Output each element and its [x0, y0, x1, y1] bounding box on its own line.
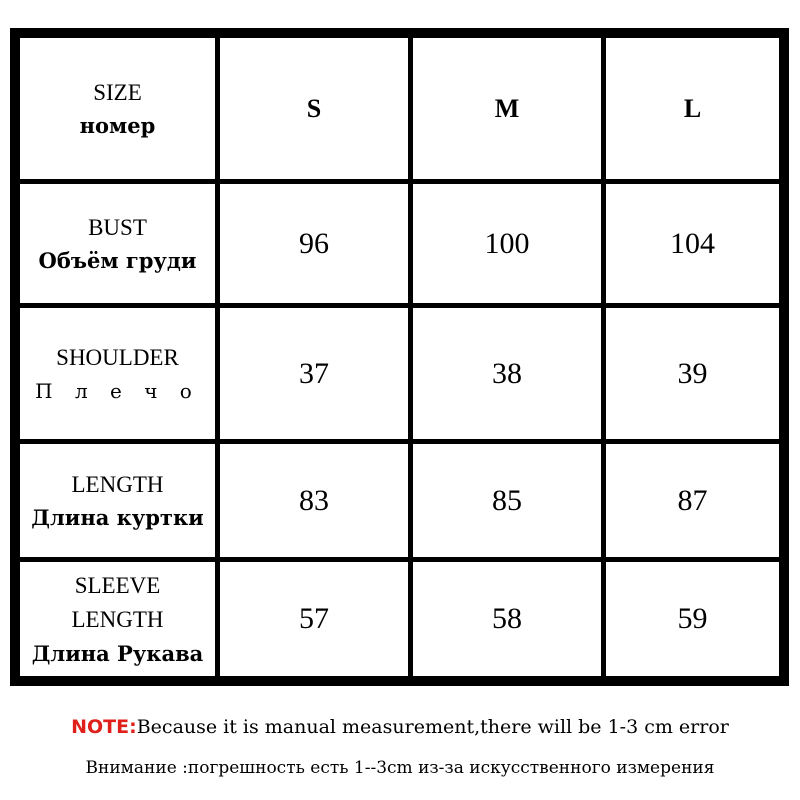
- size-chart-table: [10, 28, 789, 686]
- value: 104: [670, 226, 715, 260]
- note-line-en: [0, 716, 800, 738]
- value: 85: [492, 483, 522, 517]
- row-bust-label-ru: Объём груди: [38, 248, 197, 273]
- note-text: Because it is manual measurement,there will be 1-3 cm error: [136, 716, 729, 738]
- header-label-ru: номер: [79, 113, 156, 138]
- row-length-label-en: LENGTH: [71, 471, 164, 497]
- row-shoulder-m: [413, 308, 601, 439]
- row-sleeve-l: [606, 562, 779, 676]
- row-length-label-cell: [20, 444, 215, 557]
- value: 58: [492, 602, 522, 635]
- header-size-s: S: [306, 93, 322, 123]
- row-shoulder-label-cell: [20, 308, 215, 439]
- row-sleeve-label-cell: [20, 562, 215, 676]
- header-label-cell: [20, 38, 215, 179]
- row-sleeve-s: [220, 562, 408, 676]
- header-size-s-cell: [220, 38, 408, 179]
- value: 100: [484, 226, 530, 260]
- header-size-m-cell: [413, 38, 601, 179]
- row-bust-label-cell: [20, 184, 215, 303]
- row-sleeve-m: [413, 562, 601, 676]
- value: 39: [677, 356, 708, 390]
- header-size-l: L: [683, 93, 702, 123]
- header-size-l-cell: [606, 38, 779, 179]
- row-length-label-ru: Длина куртки: [31, 505, 204, 530]
- value: 83: [299, 483, 329, 517]
- value: 96: [299, 226, 329, 260]
- row-length-s: [220, 444, 408, 557]
- row-shoulder-label-ru: П л е ч о: [35, 378, 200, 403]
- row-shoulder-label-en: SHOULDER: [56, 345, 179, 371]
- value: 38: [492, 356, 522, 390]
- header-size-m: M: [494, 93, 520, 123]
- row-length-l: [606, 444, 779, 557]
- value: 59: [677, 602, 708, 635]
- value: 37: [299, 356, 329, 390]
- row-bust-m: [413, 184, 601, 303]
- row-sleeve-label-en-1: SLEEVE: [74, 572, 161, 598]
- row-sleeve-label-en-2: LENGTH: [71, 607, 164, 633]
- row-bust-label-en: BUST: [88, 214, 147, 240]
- row-length-m: [413, 444, 601, 557]
- row-bust-l: [606, 184, 779, 303]
- note-line-ru: Внимание :погрешность есть 1--3cm из-за искусственного измерения: [85, 758, 715, 778]
- value: 87: [677, 483, 708, 517]
- row-shoulder-s: [220, 308, 408, 439]
- header-label-en: SIZE: [93, 79, 142, 105]
- note-label: NOTE:: [71, 716, 137, 738]
- row-sleeve-label-ru: Длина Рукава: [31, 640, 204, 666]
- row-shoulder-l: [606, 308, 779, 439]
- row-bust-s: [220, 184, 408, 303]
- value: 57: [299, 602, 329, 635]
